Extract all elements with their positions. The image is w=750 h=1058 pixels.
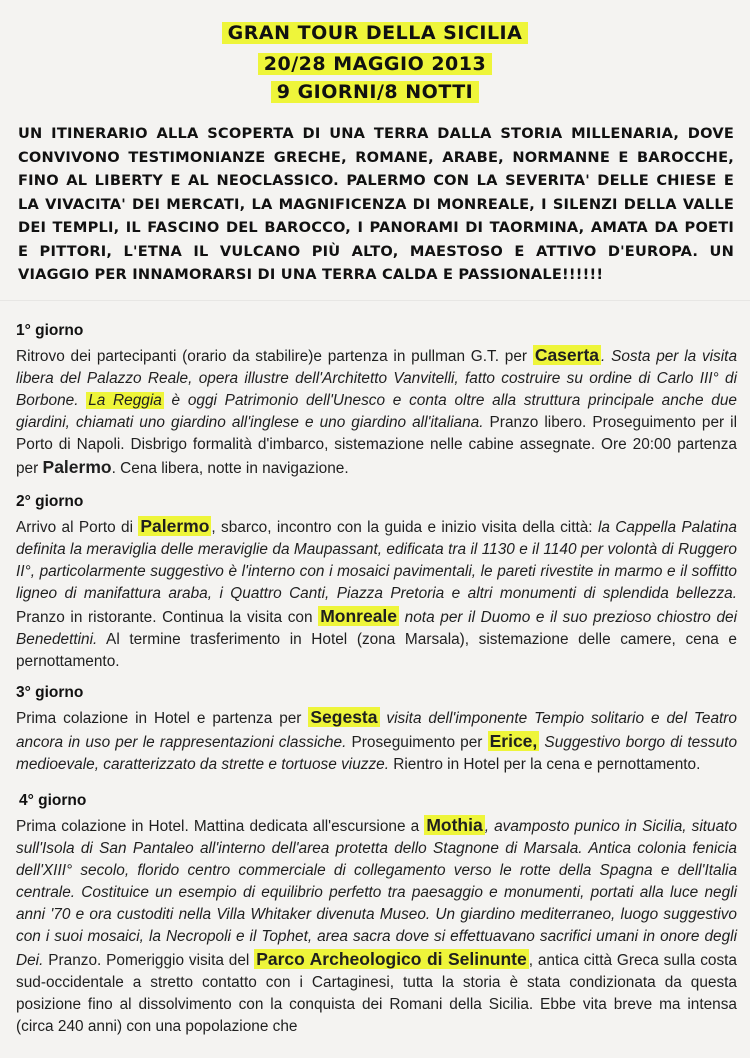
highlight-selinunte: Parco Archeologico di Selinunte — [256, 949, 527, 969]
day-1-heading: 1° giorno — [16, 322, 84, 339]
intro-paragraph: UN ITINERARIO ALLA SCOPERTA DI UNA TERRA DALLA STORIA MILLENARIA, DOVE CONVIVONO TESTIMONIANZE GRECHE, ROMANE, ARABE, NORMANNE E BAROCCHE, FINO AL LIBERTY E AL NEOCLASSICO. PALERMO CON LA SEVERITA' DELLE CHIESE E LA VIVACITA' DEI MERCATI, LA MAGNIFICENZA DI MONREALE, I SILENZI DELLA VALLE DEI TEMPLI, IL FASCINO DEL BAROCCO, I PANORAMI DI TAORMINA, AMATA DA POETI E PITTORI, L'ETNA IL VULCANO PIÙ ALTO, MAESTOSO E ATTIVO D'EUROPA. UN VIAGGIO PER INNAMORARSI DI UNA TERRA CALDA E PASSIONALE!!!!!! — [18, 125, 734, 283]
highlight-erice: Erice, — [489, 731, 538, 751]
highlight-palermo: Palermo — [140, 516, 210, 536]
highlight-mothia: Mothia — [426, 815, 483, 835]
document-title: GRAN TOUR DELLA SICILIA — [0, 22, 750, 44]
highlight-la-reggia: La Reggia — [88, 392, 162, 409]
highlight-monreale: Monreale — [320, 606, 398, 626]
day-1-text: Ritrovo dei partecipanti (orario da stabilire)e partenza in pullman G.T. per Caserta . Sosta per la visita libera del Palazzo Reale, opera illustre dell'Architetto Vanvitelli, fatto costruire su ordine di Carlo III° di Borbone. La Reggia è oggi Patrimonio dell'Unesco e conta oltre alla struttura principale anche due giardini, chiamati uno giardino all'inglese e uno giardino all'italiana. Pranzo libero. Proseguimento per il Porto di Napoli. Disbrigo formalità d'imbarco, sistemazione nelle cabine assegnate. Ore 20:00 partenza per Palermo. Cena libera, notte in navigazione. — [16, 345, 738, 477]
day-4-text: Prima colazione in Hotel. Mattina dedicata all'escursione a Mothia , avamposto punico in Sicilia, situato sull'Isola di San Pantaleo all'interno dell'area protetta dello Stagnone di Marsala. Antica colonia fenicia dell'XIII° secolo, florido centro commerciale di collegamento verso le rotte della Spagna e dell'Italia centrale. Costituice un esempio di equilibrio perfetto tra paesaggio e monumenti, portati alla luce negli anni '70 e ora custoditi nella Villa Whitaker divenuta Museo. Un giardino mediterraneo, luogo suggestivo con i suoi mosaici, la Necropoli e il Tophet, area sacra dove si effettuavano sacrifici umani in onore degli Dei. Pranzo. Pomeriggio visita del Parco Archeologico di Selinunte , antica città Greca sulla costa sud-occidentale a stretto contatto con i Cartaginesi, tutta la storia è stata condizionata da questa posizione fino al dissolvimento con la conquista dei Romani della Sicilia. Ebbe vita breve ma intensa (circa 240 anni) con una popolazione che — [16, 815, 738, 1035]
tour-dates: 20/28 MAGGIO 2013 — [0, 53, 750, 75]
highlight-segesta: Segesta — [310, 707, 378, 727]
paper-fold — [0, 300, 750, 301]
day-4-heading: 4° giorno — [19, 792, 87, 809]
day-2-heading: 2° giorno — [16, 493, 84, 510]
day-3-text: Prima colazione in Hotel e partenza per Segesta visita dell'imponente Tempio solitario e del Teatro ancora in uso per le rappresentazioni classiche. Proseguimento per Erice, Suggestivo borgo di tessuto medioevale, caratterizzato da strette e tortuose viuzze. Rientro in Hotel per la cena e pernottamento. — [16, 707, 738, 773]
highlight-caserta: Caserta — [534, 345, 600, 365]
tour-duration: 9 GIORNI/8 NOTTI — [0, 81, 750, 103]
city-palermo: Palermo — [42, 457, 112, 477]
day-3-heading: 3° giorno — [16, 684, 84, 701]
day-2-text: Arrivo al Porto di Palermo , sbarco, incontro con la guida e inizio visita della città: la Cappella Palatina definita la meraviglia delle meraviglie da Maupassant, edificata tra il 1130 e il 1140 per volontà di Ruggero II°, particolarmente suggestivo è l'interno con i mosaici pavimentali, le pareti rivestite in marmo e il soffitto ligneo di manifattura araba, i Quattro Canti, Piazza Pretoria e altri monumenti di splendida bellezza. Pranzo in ristorante. Continua la visita con Monreale nota per il Duomo e il suo prezioso chiostro dei Benedettini. Al termine trasferimento in Hotel (zona Marsala), sistemazione delle camere, cena e pernottamento. — [16, 516, 737, 670]
